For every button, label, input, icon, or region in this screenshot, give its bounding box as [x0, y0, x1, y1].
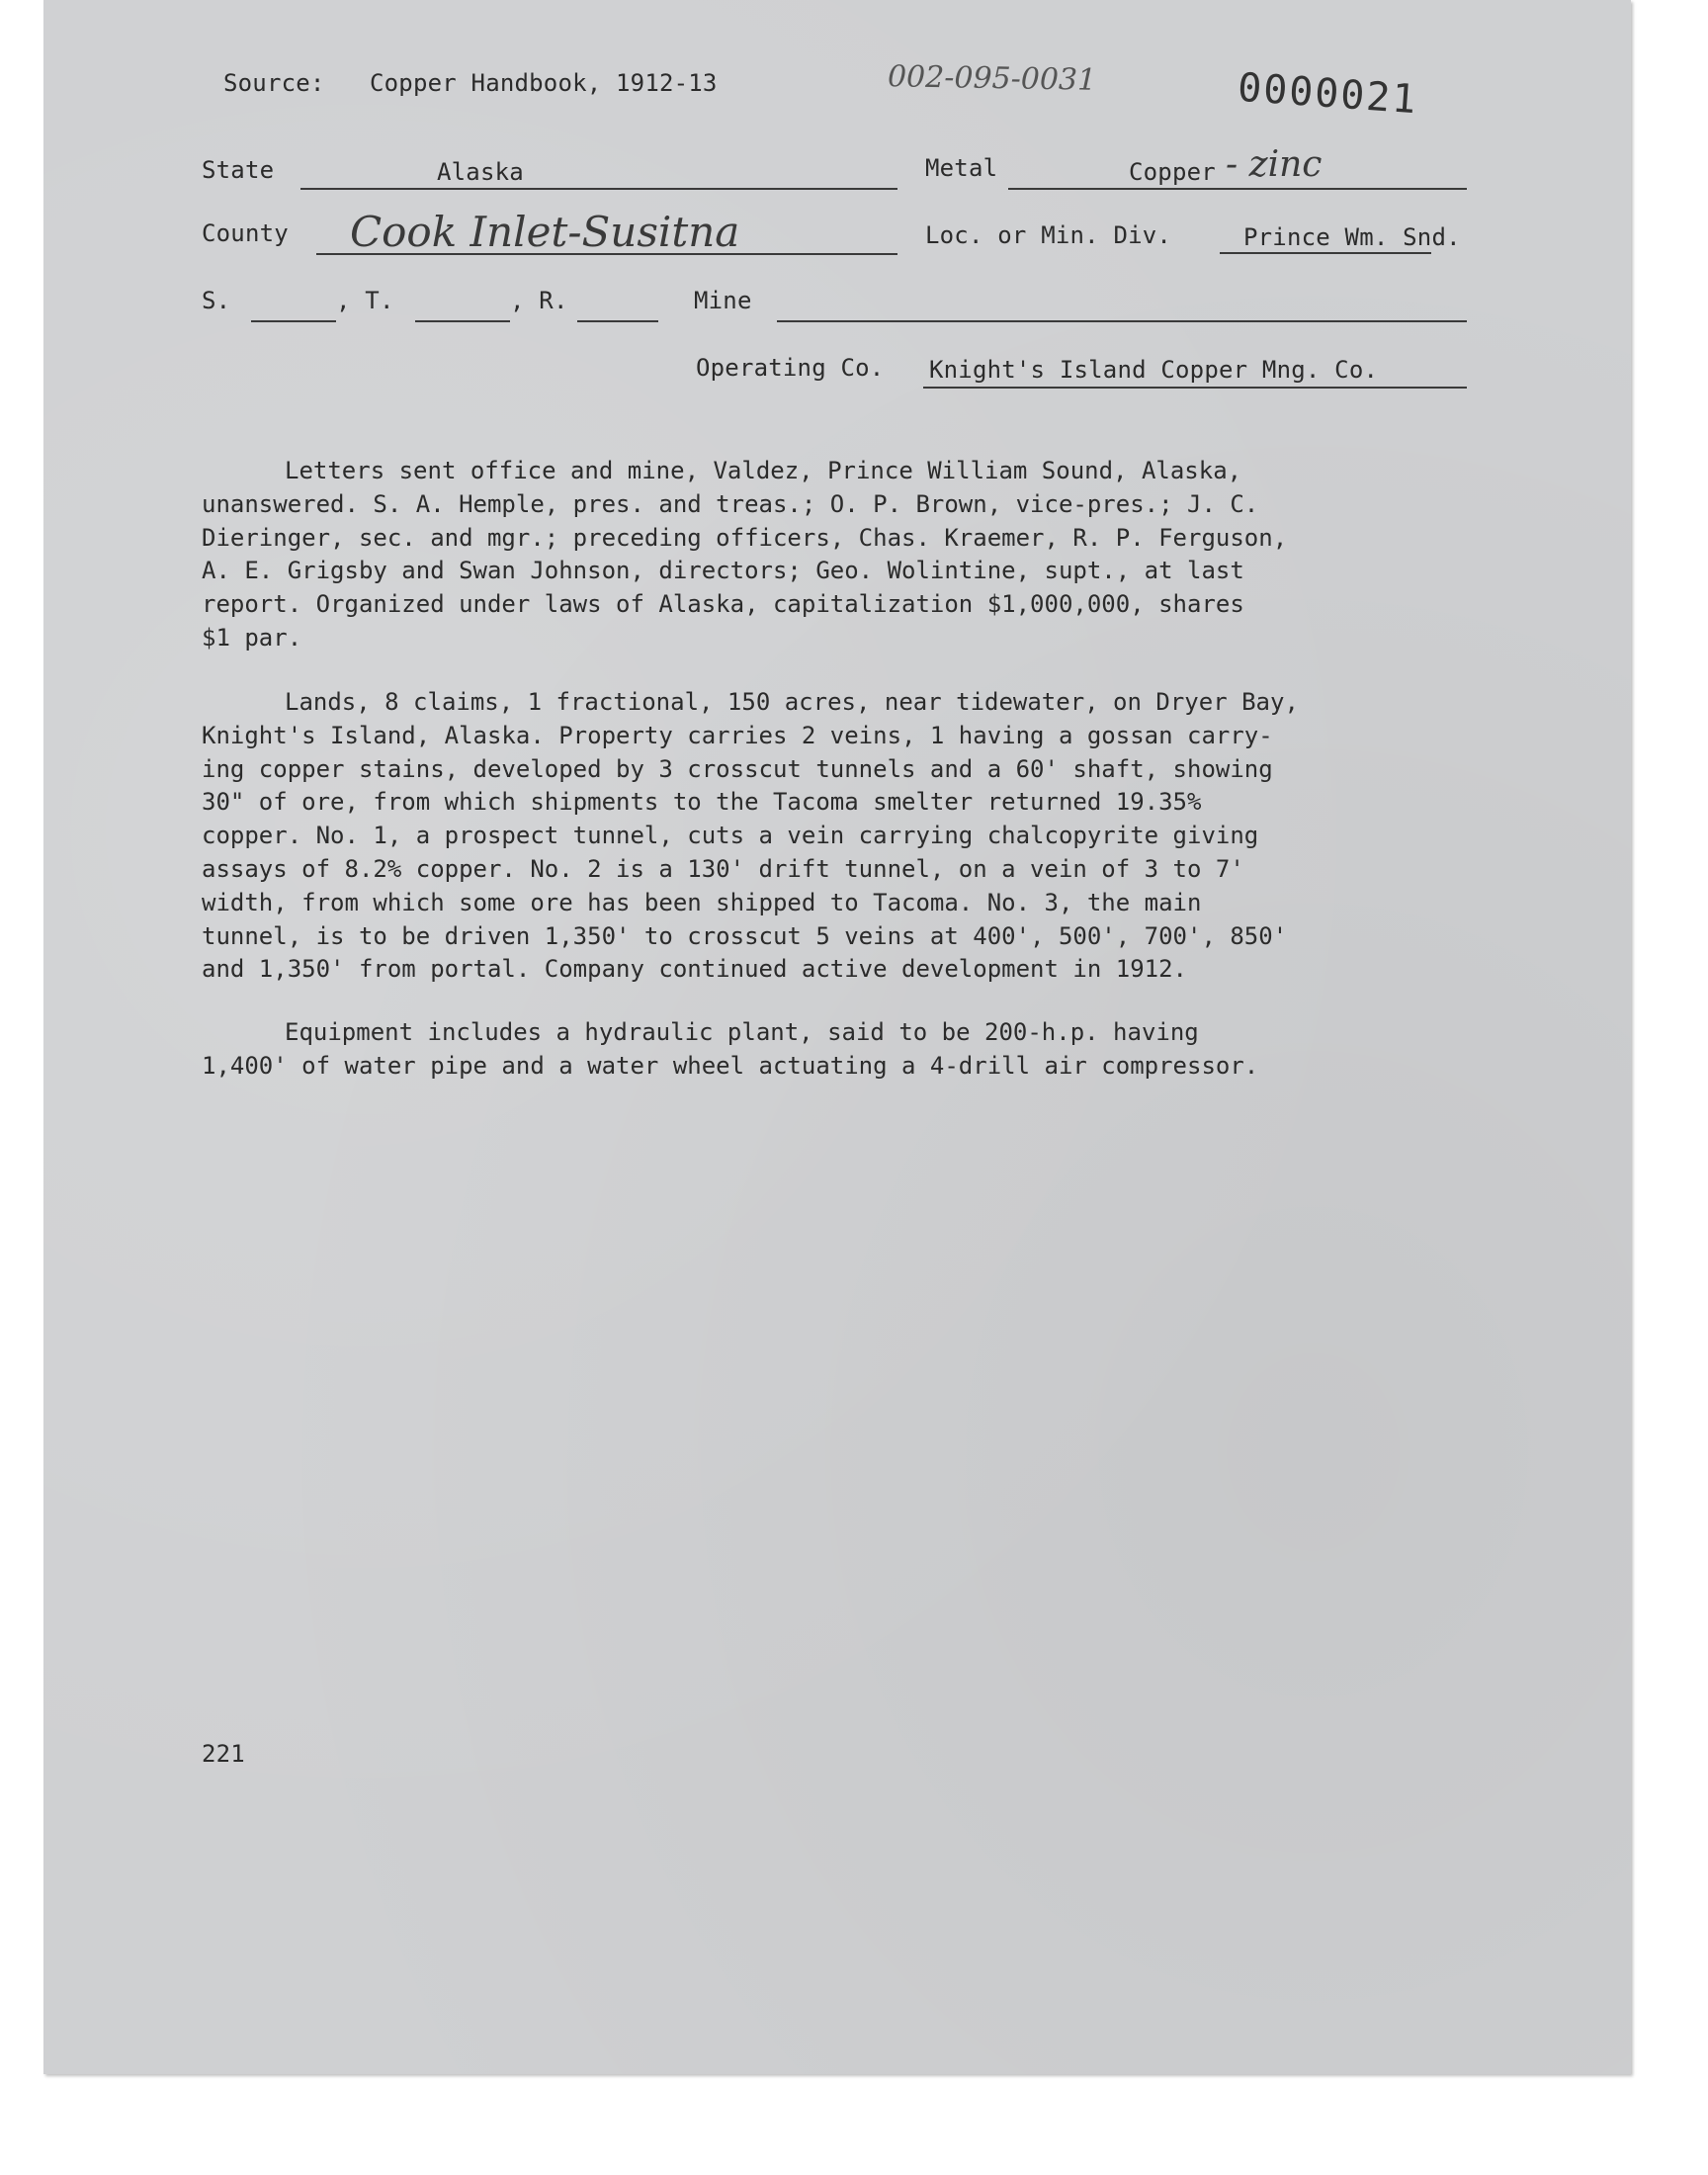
- text-line: Letters sent office and mine, Valdez, Prince William Sound, Alaska,: [285, 457, 1242, 484]
- paragraph-lands: [202, 686, 1299, 987]
- text-line: 30" of ore, from which shipments to the Tacoma smelter returned 19.35%: [202, 788, 1202, 817]
- r-blank: [577, 320, 658, 322]
- metal-label: Metal: [925, 154, 998, 182]
- metal-value: Copper: [1129, 158, 1216, 186]
- loc-label: Loc. or Min. Div.: [925, 221, 1172, 249]
- document-page: [43, 0, 1631, 2074]
- text-line: Equipment includes a hydraulic plant, said to be 200-h.p. having: [285, 1018, 1199, 1046]
- stamp-number: 0000021: [1236, 64, 1419, 124]
- t-blank: [415, 320, 510, 322]
- state-underline: [300, 188, 897, 190]
- page-number: 221: [202, 1740, 245, 1768]
- mine-label: Mine: [694, 287, 752, 314]
- mine-underline: [777, 320, 1467, 322]
- source-value: Copper Handbook, 1912-13: [370, 69, 718, 97]
- text-line: copper. No. 1, a prospect tunnel, cuts a vein carrying chalcopyrite giving: [202, 822, 1259, 850]
- operating-value: Knight's Island Copper Mng. Co.: [929, 356, 1379, 384]
- text-line: Lands, 8 claims, 1 fractional, 150 acres, near tidewater, on Dryer Bay,: [285, 688, 1299, 716]
- text-line: 1,400' of water pipe and a water wheel actuating a 4-drill air compressor.: [202, 1051, 1259, 1080]
- operating-label: Operating Co.: [696, 354, 885, 382]
- t-label: , T.: [336, 287, 394, 314]
- state-value: Alaska: [437, 158, 524, 186]
- county-underline: [316, 253, 897, 255]
- loc-value: Prince Wm. Snd.: [1243, 223, 1461, 251]
- text-line: Knight's Island, Alaska. Property carries 2 veins, 1 having a gossan carry-: [202, 721, 1273, 749]
- r-label: , R.: [510, 287, 568, 314]
- operating-underline: [923, 387, 1467, 389]
- text-line: $1 par.: [202, 623, 302, 652]
- text-line: report. Organized under laws of Alaska, capitalization $1,000,000, shares: [202, 590, 1244, 619]
- county-label: County: [202, 219, 289, 247]
- s-blank: [251, 320, 336, 322]
- paragraph-officers: [202, 455, 1287, 655]
- state-label: State: [202, 156, 275, 184]
- text-line: unanswered. S. A. Hemple, pres. and treas.; O. P. Brown, vice-pres.; J. C.: [202, 489, 1259, 518]
- loc-underline: [1220, 252, 1431, 254]
- source-label: Source:: [223, 69, 325, 97]
- metal-handwritten: - zinc: [1226, 144, 1323, 185]
- text-line: tunnel, is to be driven 1,350' to crosscut 5 veins at 400', 500', 700', 850': [202, 921, 1288, 950]
- county-value: Cook Inlet-Susitna: [350, 208, 740, 256]
- handwritten-code: 002-095-0031: [887, 59, 1097, 98]
- text-line: and 1,350' from portal. Company continued active development in 1912.: [202, 955, 1187, 984]
- metal-underline: [1008, 188, 1467, 190]
- text-line: Dieringer, sec. and mgr.; preceding officers, Chas. Kraemer, R. P. Ferguson,: [202, 523, 1288, 552]
- s-label: S.: [202, 287, 231, 314]
- text-line: assays of 8.2% copper. No. 2 is a 130' drift tunnel, on a vein of 3 to 7': [202, 854, 1244, 883]
- paragraph-equipment: [202, 1016, 1258, 1084]
- text-line: A. E. Grigsby and Swan Johnson, directors; Geo. Wolintine, supt., at last: [202, 557, 1244, 585]
- text-line: width, from which some ore has been shipped to Tacoma. No. 3, the main: [202, 888, 1202, 916]
- text-line: ing copper stains, developed by 3 crosscut tunnels and a 60' shaft, showing: [202, 754, 1273, 783]
